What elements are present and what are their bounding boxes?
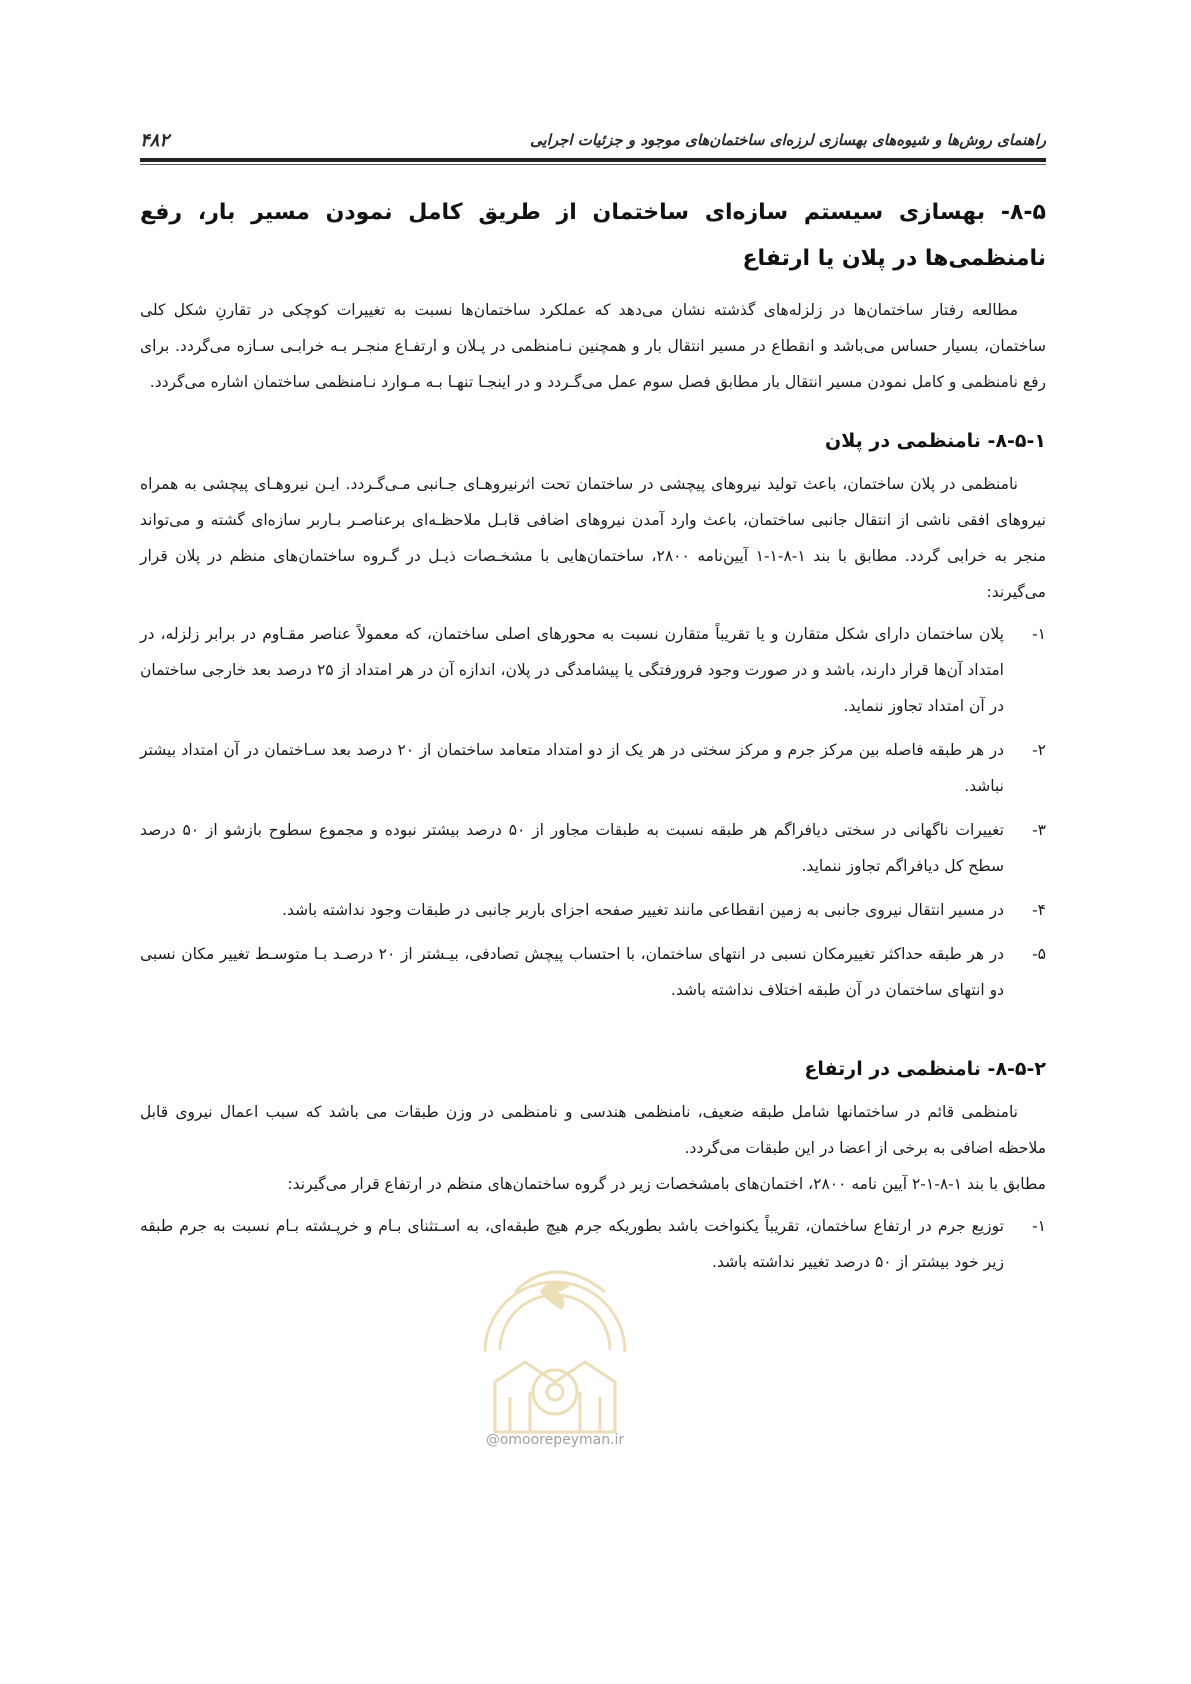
list-item-text: در مسیر انتقال نیروی جانبی به زمین انقطاعی مانند تغییر صفحه اجزای باربر جانبی در طبقات وجود نداشته باشد. — [282, 901, 1004, 919]
header-title: راهنمای روش‌ها و شیوه‌های بهسازی لرزه‌ای ساختمان‌های موجود و جزئیات اجرایی — [529, 131, 1046, 149]
list-item — [140, 892, 1046, 928]
list-item — [140, 616, 1046, 724]
list-item-text: پلان ساختمان دارای شکل متقارن و یا تقریباً متقارن نسبت به محورهای اصلی ساختمان، که معمولاً عناصر مقـاوم در برابر زلزله، در امتداد آن‌ها قرار دارند، باشد و در صورت وجود فرورفتگی یا پیشامدگی در پلان، اندازه آن در هر امتداد از ۲۵ درصد بعد خارجی ساختمان در آن امتداد تجاوز ننماید. — [140, 625, 1004, 715]
list-item-number: ۳- — [1032, 821, 1046, 839]
list-item — [140, 812, 1046, 884]
plan-criteria-list — [140, 616, 1046, 1008]
watermark-url: @omoorepeyman.ir — [485, 1432, 625, 1448]
running-header — [140, 124, 1046, 156]
subsection-heading-height: ۸-۵-۲- نامنظمی در ارتفاع — [804, 1058, 1046, 1080]
subsection-heading-plan: ۸-۵-۱- نامنظمی در پلان — [824, 430, 1046, 452]
height-criteria-intro: مطابق با بند ۱-۸-۱-۲ آیین نامه ۲۸۰۰، اختمان‌های بامشخصات زیر در گروه ساختمان‌های منظم در ارتفاع قرار می‌گیرند: — [287, 1175, 1046, 1193]
section-intro-paragraph: مطالعه رفتار ساختمان‌ها در زلزله‌های گذشته نشان می‌دهد که عملکرد ساختمان‌ها نسبت به تغییرات کوچکی در تقارنِ شکل کلی ساختمان، بسیار حساس می‌باشد و انقطاع در مسیر انتقال بار و همچنین نـامنظمی در پـلان و ارتفـاع منجـر بـه خرابـی سـازه می‌گردد. برای رفع نامنظمی و کامل نمودن مسیر انتقال بار مطابق فصل سوم عمل می‌گـردد و در اینجـا تنهـا بـه مـوارد نـامنظمی ساختمان اشاره می‌گردد. — [140, 301, 1046, 391]
list-item — [140, 936, 1046, 1008]
header-rule — [140, 158, 1046, 162]
plan-irregularity-paragraph: نامنظمی در پلان ساختمان، باعث تولید نیروهای پیچشی در ساختمان تحت اثرنیروهـای جـانبی مـی‌گـردد. ایـن نیروهـای پیچشی به همراه نیروهای افقی ناشی از انتقال جانبی ساختمان، باعث وارد آمدن نیروهای اضافی قابـل ملاحظـه‌ای برعناصـر بـاربر سازه‌ای گشته و می‌تواند منجر به خرابی گردد. مطابق با بند ۱-۸-۱-۱ آیین‌نامه ۲۸۰۰، ساختمان‌هایی با مشخـصات ذیـل در گـروه ساختمان‌های منظم در پلان قرار می‌گیرند: — [140, 475, 1046, 601]
list-item-text: تغییرات ناگهانی در سختی دیافراگم هر طبقه نسبت به طبقات مجاور از ۵۰ درصد بیشتر نبوده و مجموع سطوح بازشو از ۵۰ درصد سطح کل دیافراگم تجاوز ننماید. — [140, 821, 1004, 875]
list-item-number: ۱- — [1032, 1217, 1046, 1235]
section-heading: ۸-۵- بهسازی سیستم سازه‌ای ساختمان از طریق کامل نمودن مسیر بار، رفع نامنظمی‌ها در پلان یا ارتفاع — [140, 200, 1046, 271]
list-item-number: ۱- — [1032, 625, 1046, 643]
list-item-number: ۲- — [1032, 741, 1046, 759]
watermark-logo-icon — [455, 1232, 655, 1462]
list-item-number: ۵- — [1032, 945, 1046, 963]
page-number: ۴۸۲ — [140, 129, 170, 151]
header-rule-thin — [140, 164, 1046, 165]
list-item-text: در هر طبقه فاصله بین مرکز جرم و مرکز سختی در هر یک از دو امتداد متعامد ساختمان از ۲۰ درصد بعد سـاختمان در آن امتداد بیشتر نباشد. — [140, 741, 1004, 795]
page-body — [140, 190, 1046, 1288]
list-item-number: ۴- — [1032, 901, 1046, 919]
list-item — [140, 732, 1046, 804]
list-item-text: در هر طبقه حداکثر تغییرمکان نسبی در انتهای ساختمان، با احتساب پیچش تصادفی، بیـشتر از ۲۰ درصـد بـا متوسـط تغییر مکان نسبی دو انتهای ساختمان در آن طبقه اختلاف نداشته باشد. — [140, 945, 1004, 999]
list-item-text: توزیع جرم در ارتفاع ساختمان، تقریباً یکنواخت باشد بطوریکه جرم هیچ طبقه‌ای، به اسـتثنای بـام و خرپـشته بـام نسبت به جرم طبقه زیر خود بیشتر از ۵۰ درصد تغییر نداشته باشد. — [140, 1217, 1004, 1271]
height-irregularity-paragraph: نامنظمی قائم در ساختمانها شامل طبقه ضعیف، نامنظمی هندسی و نامنظمی در وزن طبقات می باشد که سبب اعمال نیروی قابل ملاحظه اضافی به برخی از اعضا در این طبقات می‌گردد. — [140, 1103, 1046, 1157]
